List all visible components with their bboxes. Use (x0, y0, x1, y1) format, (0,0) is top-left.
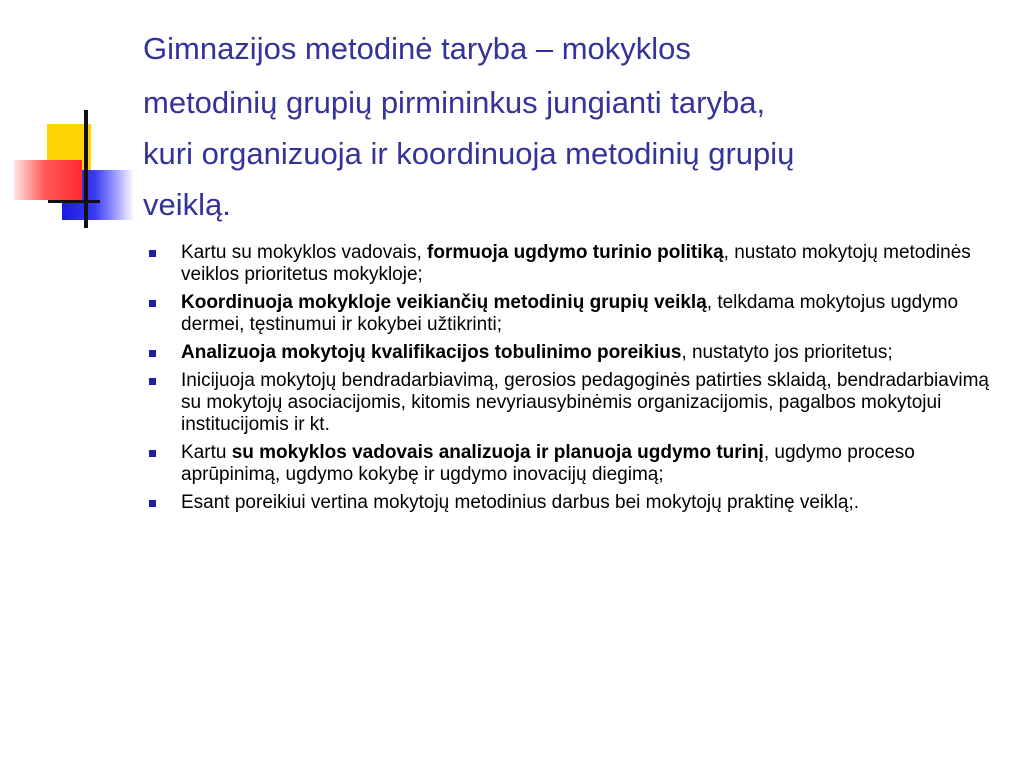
square-bullet-icon (149, 250, 156, 257)
square-bullet-icon (149, 500, 156, 507)
item-text: Inicijuoja mokytojų bendradarbiavimą, gerosios pedagoginės patirties sklaidą, bendradarbiavimą su mokytojų asociacijomis, kitomis nevyriausybinėmis organizacijomis, pagalbos mokytojui institucijomis ir kt. (181, 370, 989, 435)
item-text: Kartu (181, 442, 232, 463)
item-text: , ugdymo proceso aprūpinimą, ugdymo kokybę ir ugdymo inovacijų diegimą; (181, 442, 915, 485)
horizontal-line (48, 200, 100, 203)
item-text: , nustato mokytojų metodinės veiklos prioritetus mokykloje; (181, 242, 971, 285)
item-bold-text: su mokyklos vadovais analizuoja ir planuoja ugdymo turinį (231, 442, 764, 463)
red-block (14, 160, 82, 200)
square-bullet-icon (149, 378, 156, 385)
list-item (148, 342, 996, 364)
color-blocks-decoration (0, 0, 140, 240)
item-bold-text: Analizuoja mokytojų kvalifikacijos tobulinimo poreikius (181, 342, 682, 363)
item-text: , nustatyto jos prioritetus; (681, 342, 893, 363)
item-text: Kartu su mokyklos vadovais, (181, 242, 428, 263)
list-item (148, 370, 996, 436)
title-line-4: veiklą. (143, 187, 231, 222)
title-line-3: kuri organizuoja ir koordinuoja metodinių grupių (143, 136, 795, 171)
vertical-line (84, 110, 88, 228)
bullet-list (148, 242, 996, 520)
item-bold-text: Koordinuoja mokykloje veikiančių metodinių grupių veiklą (181, 292, 707, 313)
item-bold-text: formuoja ugdymo turinio politiką (427, 242, 724, 263)
item-text: Esant poreikiui vertina mokytojų metodinius darbus bei mokytojų praktinę veiklą;. (181, 492, 859, 513)
slide-title (143, 20, 993, 230)
square-bullet-icon (149, 350, 156, 357)
list-item (148, 242, 996, 286)
title-line-1: Gimnazijos metodinė taryba – mokyklos (143, 31, 691, 66)
square-bullet-icon (149, 450, 156, 457)
title-line-2: metodinių grupių pirmininkus jungianti taryba, (143, 85, 766, 120)
list-item (148, 442, 996, 486)
item-text: , telkdama mokytojus ugdymo dermei, tęstinumui ir kokybei užtikrinti; (181, 292, 959, 335)
square-bullet-icon (149, 300, 156, 307)
list-item (148, 292, 996, 336)
list-item (148, 492, 996, 514)
